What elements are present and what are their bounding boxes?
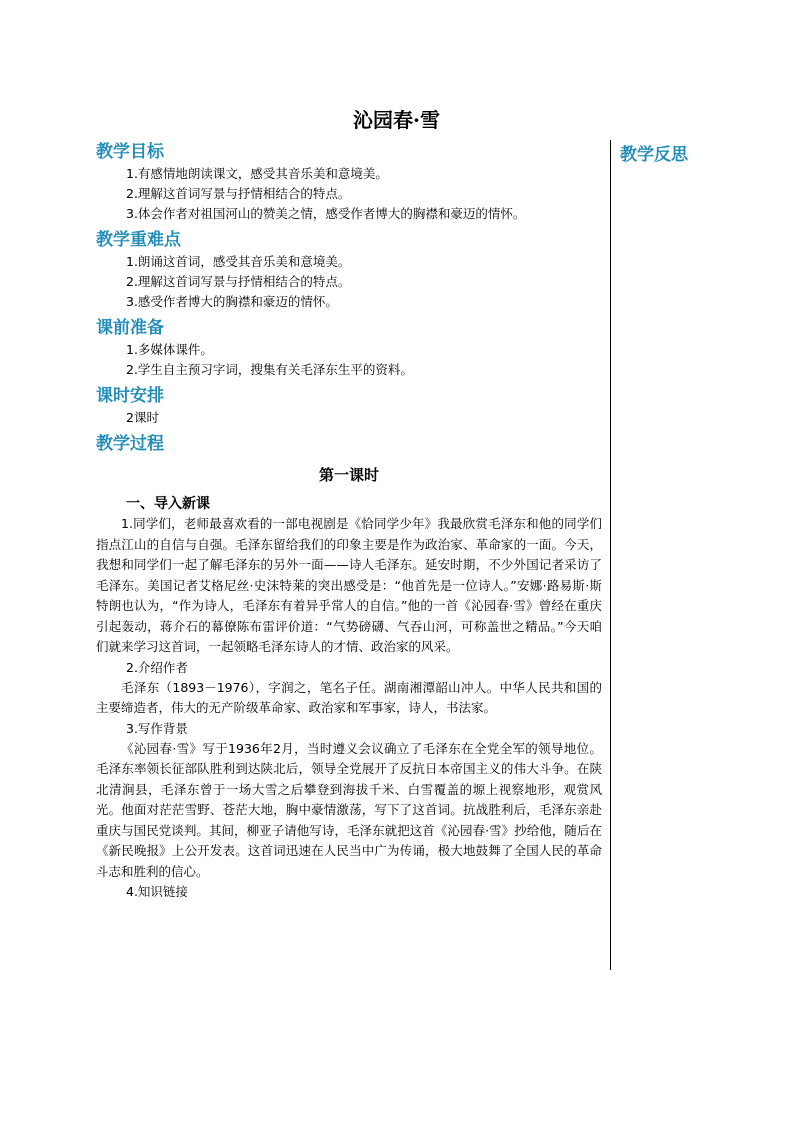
heading-process: 教学过程 [96,434,164,454]
objective-item: 1.有感情地朗读课文，感受其音乐美和意境美。 [126,166,388,181]
heading-key-points: 教学重难点 [96,230,181,250]
page-title: 沁园春·雪 [353,108,440,132]
key-point-item: 2.理解这首词写景与抒情相结合的特点。 [126,274,351,289]
sub-heading-author: 2.介绍作者 [126,659,188,675]
column-divider [610,140,611,970]
objective-item: 3.体会作者对祖国河山的赞美之情，感受作者博大的胸襟和豪迈的情怀。 [126,206,526,221]
heading-objectives: 教学目标 [96,142,164,162]
objective-item: 2.理解这首词写景与抒情相结合的特点。 [126,186,351,201]
main-column [96,140,602,902]
key-point-item: 3.感受作者博大的胸襟和豪迈的情怀。 [126,294,338,309]
side-heading-reflection: 教学反思 [620,145,688,165]
preparation-item: 2.学生自主预习字词，搜集有关毛泽东生平的资料。 [126,362,413,377]
paragraph-background: 《沁园春·雪》写于1936年2月，当时遵义会议确立了毛泽东在全党全军的领导地位。毛泽东率领长征部队胜利到达陕北后，领导全党展开了反抗日本帝国主义的伟大斗争。在陕北清涧县，毛泽东曾于一场大雪之后攀登到海拔千米、白雪覆盖的塬上视察地形，观赏风光。他面对茫茫雪野、苍茫大地，胸中豪情激荡，写下了这首词。抗战胜利后，毛泽东亲赴重庆与国民党谈判。其间，柳亚子请他写诗，毛泽东就把这首《沁园春·雪》抄给他，随后在《新民晚报》上公开发表。这首词迅速在人民当中广为传诵，极大地鼓舞了全国人民的革命斗志和胜利的信心。 [96,740,602,879]
sub-heading-background: 3.写作背景 [126,720,188,736]
schedule-item: 2课时 [126,410,159,425]
sub-heading-links: 4.知识链接 [126,884,188,899]
preparation-item: 1.多媒体课件。 [126,342,213,357]
paragraph-intro: 1.同学们，老师最喜欢看的一部电视剧是《恰同学少年》我最欣赏毛泽东和他的同学们指点江山的自信与自强。毛泽东留给我们的印象主要是作为政治家、革命家的一面。今天，我想和同学们一起了解毛泽东的另外一面——诗人毛泽东。延安时期，不少外国记者采访了毛泽东。美国记者艾格尼丝·史沫特莱的突出感受是：“他首先是一位诗人。”安娜·路易斯·斯特朗也认为，“作为诗人，毛泽东有着异乎常人的自信。”他的一首《沁园春·雪》曾经在重庆引起轰动，蒋介石的幕僚陈布雷评价道：“气势磅礴、气吞山河，可称盖世之精品。”今天咱们就来学习这首词，一起领略毛泽东诗人的才情、政治家的风采。 [96,516,602,654]
key-point-item: 1.朗诵这首词，感受其音乐美和意境美。 [126,254,351,269]
heading-schedule: 课时安排 [96,386,164,406]
lesson-title: 第一课时 [318,466,379,484]
paragraph-author: 毛泽东（1893－1976），字润之，笔名子任。湖南湘潭韶山冲人。中华人民共和国的主要缔造者，伟大的无产阶级革命家、政治家和军事家，诗人，书法家。 [96,679,602,715]
part-heading: 一、导入新课 [126,496,210,512]
heading-preparation: 课前准备 [96,318,164,338]
